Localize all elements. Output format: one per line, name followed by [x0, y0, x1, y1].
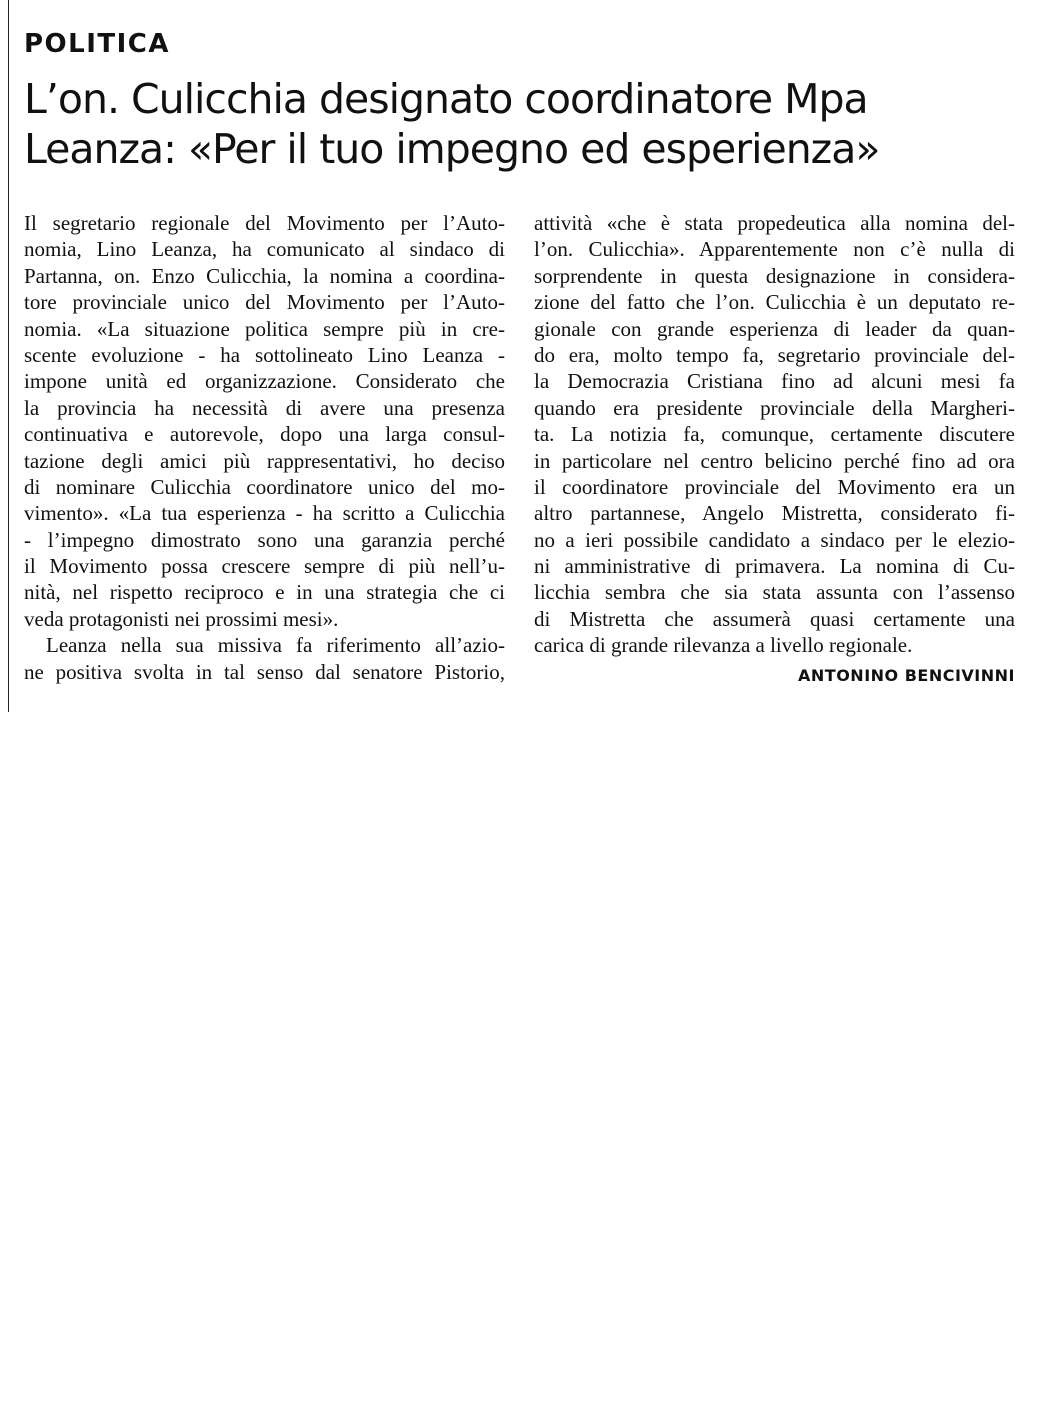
column-rule — [8, 0, 9, 712]
body-line: do era, molto tempo fa, segretario provinciale del- — [534, 342, 1015, 367]
body-line: ta. La notizia fa, comunque, certamente discutere — [534, 422, 1015, 447]
body-line: Il segretario regionale del Movimento per l’Auto- — [24, 211, 505, 235]
body-line: veda protagonisti nei prossimi mesi». — [24, 606, 339, 631]
body-line: no a ieri possibile candidato a sindaco per le elezio- — [534, 527, 1015, 552]
body-line: il Movimento possa crescere sempre di più nell’u- — [24, 554, 505, 579]
body-line: ne positiva svolta in tal senso dal senatore Pistorio, — [24, 659, 505, 684]
body-line: zione del fatto che l’on. Culicchia è un deputato re- — [534, 290, 1015, 315]
body-line: il coordinatore provinciale del Movimento era un — [534, 474, 1015, 499]
body-line: Partanna, on. Enzo Culicchia, la nomina a coordina- — [24, 263, 505, 288]
body-line: di nominare Culicchia coordinatore unico del mo- — [24, 474, 505, 499]
body-line: la provincia ha necessità di avere una presenza — [24, 395, 505, 420]
headline-line: L’on. Culicchia designato coordinatore Mpa — [24, 75, 868, 123]
body-line: - l’impegno dimostrato sono una garanzia perché — [24, 527, 505, 552]
author-byline: ANTONINO BENCIVINNI — [798, 666, 1015, 685]
body-line: di Mistretta che assumerà quasi certamente una — [534, 606, 1015, 631]
body-line: continuativa e autorevole, dopo una larga consul- — [24, 422, 505, 447]
body-line: carica di grande rilevanza a livello regionale. — [534, 633, 913, 658]
article-body-right-column — [534, 210, 1015, 659]
body-line: scente evoluzione - ha sottolineato Lino Leanza - — [24, 342, 505, 367]
body-line: la Democrazia Cristiana fino ad alcuni mesi fa — [534, 369, 1015, 394]
body-line: in particolare nel centro belicino perché fino ad ora — [534, 448, 1015, 473]
body-line: vimento». «La tua esperienza - ha scritto a Culicchia — [24, 501, 505, 526]
headline — [24, 74, 1024, 174]
section-kicker: POLITICA — [24, 29, 171, 59]
body-line: tazione degli amici più rappresentativi, ho deciso — [24, 448, 505, 473]
body-line: quando era presidente provinciale della Margheri- — [534, 395, 1015, 420]
body-line: nità, nel rispetto reciproco e in una strategia che ci — [24, 580, 505, 605]
body-line: tore provinciale unico del Movimento per l’Auto- — [24, 290, 505, 315]
body-line: ni amministrative di primavera. La nomina di Cu- — [534, 554, 1015, 579]
body-line: licchia sembra che sia stata assunta con l’assenso — [534, 580, 1015, 605]
body-line: attività «che è stata propedeutica alla nomina del- — [534, 211, 1015, 235]
body-line: impone unità ed organizzazione. Considerato che — [24, 369, 505, 394]
body-line: nomia. «La situazione politica sempre più in cre- — [24, 316, 505, 341]
body-line: Leanza nella sua missiva fa riferimento all’azio- — [46, 633, 505, 658]
body-line: sorprendente in questa designazione in considera- — [534, 263, 1015, 288]
body-line: altro partannese, Angelo Mistretta, considerato fi- — [534, 501, 1015, 526]
article-body-left-column — [24, 210, 505, 685]
headline-line: Leanza: «Per il tuo impegno ed esperienza» — [24, 125, 880, 173]
body-line: nomia, Lino Leanza, ha comunicato al sindaco di — [24, 237, 505, 262]
body-line: gionale con grande esperienza di leader da quan- — [534, 316, 1015, 341]
body-line: l’on. Culicchia». Apparentemente non c’è nulla di — [534, 237, 1015, 262]
